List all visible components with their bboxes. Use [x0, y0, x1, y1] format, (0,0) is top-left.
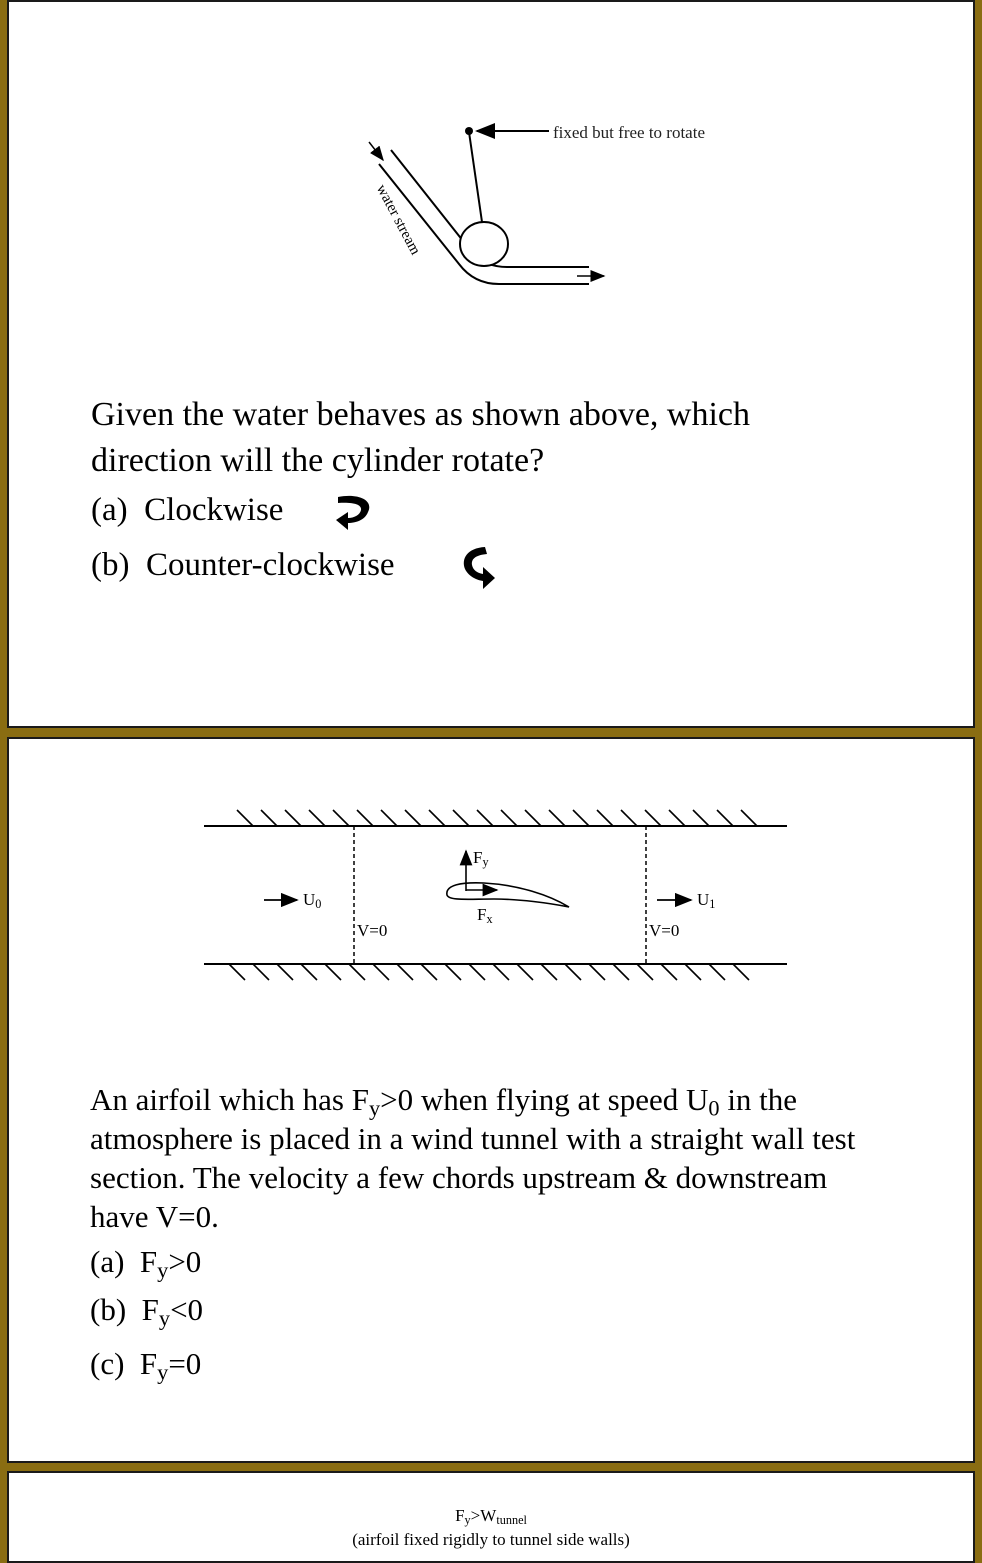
- option-b-letter: (b): [91, 547, 130, 583]
- u1-label: $U_1$: [697, 890, 716, 912]
- slide-wind-tunnel-question: [7, 737, 975, 1463]
- question-line-2: direction will the cylinder rotate?: [91, 442, 545, 479]
- pivot-rod: [469, 132, 482, 222]
- tunnel-bottom-hatching: [229, 964, 749, 980]
- question-line-3: section. The velocity a few chords upstream & downstream: [90, 1160, 828, 1195]
- option-a-label: Clockwise: [144, 492, 284, 528]
- airfoil: [447, 883, 569, 907]
- option-a[interactable]: (a) $F_y>0$: [90, 1244, 202, 1283]
- option-c[interactable]: (c) $F_y=0$: [90, 1346, 202, 1385]
- slide-cylinder-question: [7, 0, 975, 728]
- fy-label: $F_y$: [473, 848, 489, 870]
- tunnel-top-hatching: [237, 810, 757, 826]
- stream-inflow-arrow: [369, 142, 383, 160]
- question-line-1: An airfoil which has $F_y>0$ when flying at speed $U_0$ in the: [90, 1082, 798, 1121]
- v-right-label: V=0: [649, 921, 680, 940]
- option-a[interactable]: [91, 492, 283, 529]
- answer-line-2: (airfoil fixed rigidly to tunnel side walls): [352, 1530, 630, 1549]
- fx-label: $F_x$: [477, 905, 493, 927]
- question-line-1: Given the water behaves as shown above, which: [91, 396, 751, 433]
- answer-line-1: $F_y>W_{tunnel}$: [455, 1506, 527, 1528]
- clockwise-arrow-icon: [332, 490, 378, 536]
- question-line-2: atmosphere is placed in a wind tunnel with a straight wall test: [90, 1121, 856, 1156]
- slide-answer-partial: [7, 1471, 975, 1563]
- question-line-4: have V=0.: [90, 1199, 219, 1234]
- option-a-letter: (a): [91, 492, 128, 528]
- counterclockwise-arrow-icon: [455, 543, 501, 597]
- u0-label: $U_0$: [303, 890, 322, 912]
- stream-label: water stream: [372, 182, 424, 258]
- option-b[interactable]: (b) $F_y<0$: [90, 1292, 204, 1331]
- pivot-label: fixed but free to rotate: [553, 123, 705, 142]
- pivot-point: [465, 127, 473, 135]
- v-left-label: V=0: [357, 921, 388, 940]
- cylinder: [460, 222, 508, 266]
- option-b-label: Counter-clockwise: [145, 547, 395, 583]
- option-b[interactable]: [91, 547, 395, 584]
